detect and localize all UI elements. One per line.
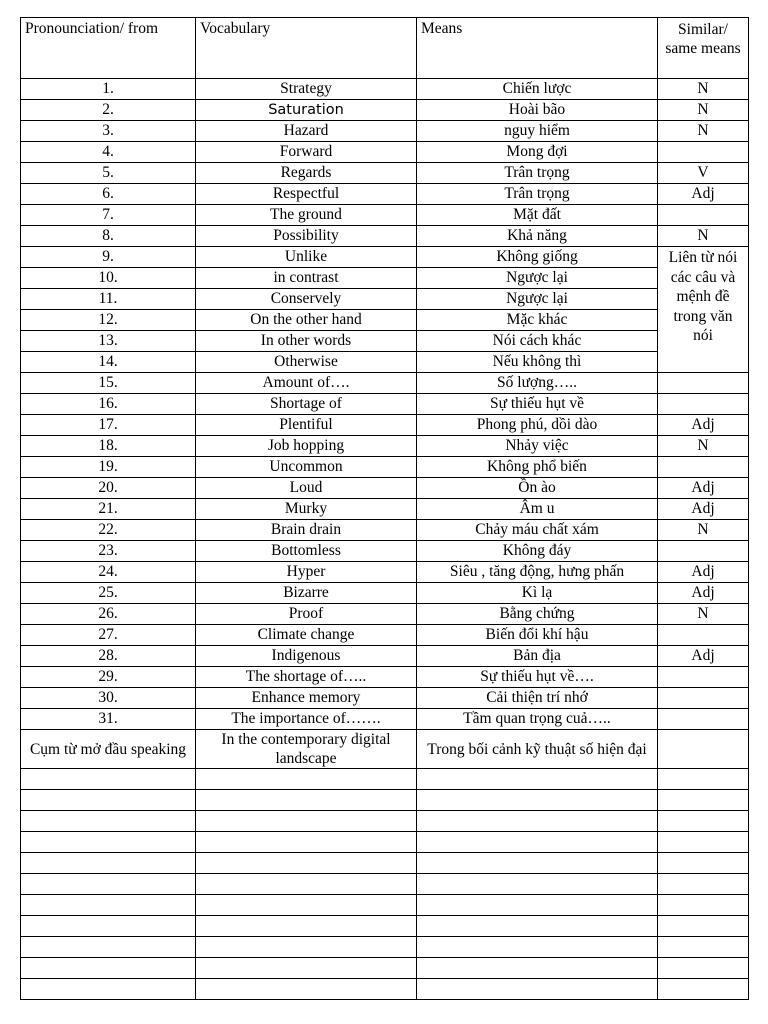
empty-cell	[658, 916, 749, 937]
empty-cell	[417, 853, 658, 874]
similar-cell: N	[658, 79, 749, 100]
vocabulary-cell: Uncommon	[196, 457, 417, 478]
means-cell: Không đáy	[417, 541, 658, 562]
table-row	[21, 100, 749, 121]
vocabulary-cell: Climate change	[196, 625, 417, 646]
empty-cell	[21, 853, 196, 874]
means-cell: Khả năng	[417, 226, 658, 247]
header-means: Means	[417, 18, 658, 79]
empty-row	[21, 895, 749, 916]
similar-cell: Adj	[658, 478, 749, 499]
empty-cell	[21, 832, 196, 853]
row-number: 9.	[21, 247, 196, 268]
header-row	[21, 18, 749, 79]
means-cell: Âm u	[417, 499, 658, 520]
table-row	[21, 226, 749, 247]
means-cell: Kì lạ	[417, 583, 658, 604]
row-number: 1.	[21, 79, 196, 100]
similar-cell: Adj	[658, 184, 749, 205]
vocabulary-cell: Enhance memory	[196, 688, 417, 709]
empty-row	[21, 811, 749, 832]
table-row	[21, 478, 749, 499]
row-number: 16.	[21, 394, 196, 415]
table-row	[21, 562, 749, 583]
empty-cell	[417, 916, 658, 937]
empty-row	[21, 832, 749, 853]
row-number: 25.	[21, 583, 196, 604]
similar-cell	[658, 205, 749, 226]
means-cell: Mặc khác	[417, 310, 658, 331]
empty-cell	[658, 853, 749, 874]
means-cell: Tầm quan trọng cuả…..	[417, 709, 658, 730]
empty-cell	[658, 958, 749, 979]
empty-cell	[21, 937, 196, 958]
row-number: 6.	[21, 184, 196, 205]
means-cell: Siêu , tăng động, hưng phấn	[417, 562, 658, 583]
means-cell: Không giống	[417, 247, 658, 268]
header-pronunciation: Pronounciation/ from	[21, 18, 196, 79]
similar-cell: N	[658, 226, 749, 247]
table-row	[21, 331, 749, 352]
table-row	[21, 184, 749, 205]
empty-cell	[21, 790, 196, 811]
table-row	[21, 667, 749, 688]
row-number: 27.	[21, 625, 196, 646]
empty-cell	[658, 937, 749, 958]
empty-cell	[21, 769, 196, 790]
means-cell: Trân trọng	[417, 163, 658, 184]
row-number: 28.	[21, 646, 196, 667]
empty-cell	[658, 790, 749, 811]
means-cell: Phong phú, dồi dào	[417, 415, 658, 436]
row-number: 4.	[21, 142, 196, 163]
empty-cell	[417, 895, 658, 916]
row-number: 30.	[21, 688, 196, 709]
similar-cell	[658, 142, 749, 163]
empty-row	[21, 769, 749, 790]
empty-row	[21, 916, 749, 937]
empty-cell	[196, 937, 417, 958]
empty-row	[21, 853, 749, 874]
row-number: 29.	[21, 667, 196, 688]
table-row	[21, 520, 749, 541]
means-cell: Biến đổi khí hậu	[417, 625, 658, 646]
means-cell: Bản địa	[417, 646, 658, 667]
row-number: 5.	[21, 163, 196, 184]
means-cell: Ngược lại	[417, 268, 658, 289]
vocabulary-cell: Bottomless	[196, 541, 417, 562]
table-row	[21, 436, 749, 457]
table-body	[21, 79, 749, 1000]
row-number: 7.	[21, 205, 196, 226]
empty-cell	[196, 832, 417, 853]
vocabulary-cell: Brain drain	[196, 520, 417, 541]
empty-cell	[196, 769, 417, 790]
empty-cell	[196, 790, 417, 811]
empty-cell	[658, 832, 749, 853]
table-row	[21, 268, 749, 289]
means-cell: Số lượng…..	[417, 373, 658, 394]
vocabulary-cell: Saturation	[196, 100, 417, 121]
means-cell: Mặt đất	[417, 205, 658, 226]
row-number: 8.	[21, 226, 196, 247]
empty-cell	[417, 811, 658, 832]
means-cell: Hoài bão	[417, 100, 658, 121]
vocabulary-cell: Hazard	[196, 121, 417, 142]
means-cell: Sự thiếu hụt về….	[417, 667, 658, 688]
vocabulary-cell: Conservely	[196, 289, 417, 310]
empty-row	[21, 937, 749, 958]
similar-cell: Adj	[658, 646, 749, 667]
table-row	[21, 415, 749, 436]
phrase-means: Trong bối cảnh kỹ thuật số hiện đại	[417, 730, 658, 769]
empty-cell	[21, 916, 196, 937]
vocabulary-cell: in contrast	[196, 268, 417, 289]
table-row	[21, 709, 749, 730]
means-cell: Nhảy việc	[417, 436, 658, 457]
row-number: 24.	[21, 562, 196, 583]
vocabulary-cell: Hyper	[196, 562, 417, 583]
table-row	[21, 688, 749, 709]
means-cell: Chảy máu chất xám	[417, 520, 658, 541]
empty-cell	[196, 811, 417, 832]
similar-cell: N	[658, 121, 749, 142]
vocabulary-cell: Regards	[196, 163, 417, 184]
row-number: 3.	[21, 121, 196, 142]
empty-cell	[658, 769, 749, 790]
row-number: 2.	[21, 100, 196, 121]
phrase-vocabulary: In the contemporary digital landscape	[196, 730, 417, 769]
row-number: 31.	[21, 709, 196, 730]
phrase-label: Cụm từ mở đầu speaking	[21, 730, 196, 769]
similar-cell: V	[658, 163, 749, 184]
similar-cell	[658, 373, 749, 394]
means-cell: Trân trọng	[417, 184, 658, 205]
empty-cell	[196, 853, 417, 874]
means-cell: Không phổ biến	[417, 457, 658, 478]
similar-cell	[658, 667, 749, 688]
table-row	[21, 625, 749, 646]
empty-cell	[196, 916, 417, 937]
similar-cell: N	[658, 604, 749, 625]
header-vocabulary: Vocabulary	[196, 18, 417, 79]
empty-cell	[658, 811, 749, 832]
vocabulary-cell: Loud	[196, 478, 417, 499]
row-number: 15.	[21, 373, 196, 394]
means-cell: Nếu không thì	[417, 352, 658, 373]
empty-row	[21, 958, 749, 979]
similar-cell: N	[658, 436, 749, 457]
empty-cell	[658, 895, 749, 916]
similar-cell	[658, 457, 749, 478]
empty-cell	[417, 937, 658, 958]
phrase-row	[21, 730, 749, 769]
means-cell: Sự thiếu hụt về	[417, 394, 658, 415]
row-number: 14.	[21, 352, 196, 373]
row-number: 10.	[21, 268, 196, 289]
row-number: 22.	[21, 520, 196, 541]
table-row	[21, 310, 749, 331]
table-row	[21, 121, 749, 142]
vocabulary-cell: Unlike	[196, 247, 417, 268]
means-cell: nguy hiểm	[417, 121, 658, 142]
empty-cell	[21, 958, 196, 979]
vocabulary-cell: Plentiful	[196, 415, 417, 436]
similar-cell: Adj	[658, 415, 749, 436]
similar-cell: Adj	[658, 583, 749, 604]
vocabulary-table	[20, 17, 749, 1000]
empty-cell	[417, 979, 658, 1000]
table-row	[21, 247, 749, 268]
header-similar: Similar/ same means	[658, 18, 749, 79]
table-row	[21, 79, 749, 100]
row-number: 12.	[21, 310, 196, 331]
vocabulary-cell: On the other hand	[196, 310, 417, 331]
similar-cell	[658, 541, 749, 562]
table-row	[21, 646, 749, 667]
vocabulary-cell: Shortage of	[196, 394, 417, 415]
table-row	[21, 289, 749, 310]
similar-cell	[658, 688, 749, 709]
empty-cell	[417, 790, 658, 811]
empty-cell	[417, 832, 658, 853]
table-row	[21, 394, 749, 415]
empty-cell	[196, 895, 417, 916]
empty-row	[21, 874, 749, 895]
conjunction-note: Liên từ nói các câu và mệnh đề trong văn nói	[658, 247, 749, 373]
empty-cell	[196, 979, 417, 1000]
vocabulary-cell: Bizarre	[196, 583, 417, 604]
means-cell: Chiến lược	[417, 79, 658, 100]
table-row	[21, 499, 749, 520]
vocabulary-cell: Otherwise	[196, 352, 417, 373]
empty-cell	[417, 958, 658, 979]
row-number: 23.	[21, 541, 196, 562]
empty-cell	[196, 958, 417, 979]
table-row	[21, 583, 749, 604]
empty-row	[21, 790, 749, 811]
empty-cell	[21, 979, 196, 1000]
vocabulary-cell: Amount of….	[196, 373, 417, 394]
row-number: 20.	[21, 478, 196, 499]
table-row	[21, 604, 749, 625]
means-cell: Cải thiện trí nhớ	[417, 688, 658, 709]
empty-cell	[417, 769, 658, 790]
similar-cell	[658, 394, 749, 415]
empty-cell	[196, 874, 417, 895]
similar-cell: N	[658, 520, 749, 541]
means-cell: Nói cách khác	[417, 331, 658, 352]
vocabulary-cell: Respectful	[196, 184, 417, 205]
phrase-similar	[658, 730, 749, 769]
empty-cell	[21, 811, 196, 832]
vocabulary-cell: Possibility	[196, 226, 417, 247]
row-number: 26.	[21, 604, 196, 625]
vocabulary-cell: Strategy	[196, 79, 417, 100]
empty-row	[21, 979, 749, 1000]
similar-cell	[658, 709, 749, 730]
table-row	[21, 373, 749, 394]
empty-cell	[417, 874, 658, 895]
vocabulary-cell: Forward	[196, 142, 417, 163]
means-cell: Ồn ào	[417, 478, 658, 499]
vocabulary-cell: In other words	[196, 331, 417, 352]
vocabulary-cell: The shortage of…..	[196, 667, 417, 688]
row-number: 19.	[21, 457, 196, 478]
table-row	[21, 541, 749, 562]
table-row	[21, 352, 749, 373]
table-row	[21, 163, 749, 184]
means-cell: Bằng chứng	[417, 604, 658, 625]
empty-cell	[658, 874, 749, 895]
table-row	[21, 457, 749, 478]
row-number: 21.	[21, 499, 196, 520]
means-cell: Ngược lại	[417, 289, 658, 310]
vocabulary-cell: The importance of…….	[196, 709, 417, 730]
row-number: 18.	[21, 436, 196, 457]
vocabulary-cell: Murky	[196, 499, 417, 520]
empty-cell	[658, 979, 749, 1000]
similar-cell: Adj	[658, 562, 749, 583]
means-cell: Mong đợi	[417, 142, 658, 163]
similar-cell	[658, 625, 749, 646]
row-number: 11.	[21, 289, 196, 310]
empty-cell	[21, 895, 196, 916]
vocabulary-cell: The ground	[196, 205, 417, 226]
similar-cell: Adj	[658, 499, 749, 520]
vocabulary-cell: Job hopping	[196, 436, 417, 457]
vocabulary-cell: Indigenous	[196, 646, 417, 667]
similar-cell: N	[658, 100, 749, 121]
row-number: 13.	[21, 331, 196, 352]
table-row	[21, 142, 749, 163]
table-row	[21, 205, 749, 226]
row-number: 17.	[21, 415, 196, 436]
empty-cell	[21, 874, 196, 895]
vocabulary-cell: Proof	[196, 604, 417, 625]
